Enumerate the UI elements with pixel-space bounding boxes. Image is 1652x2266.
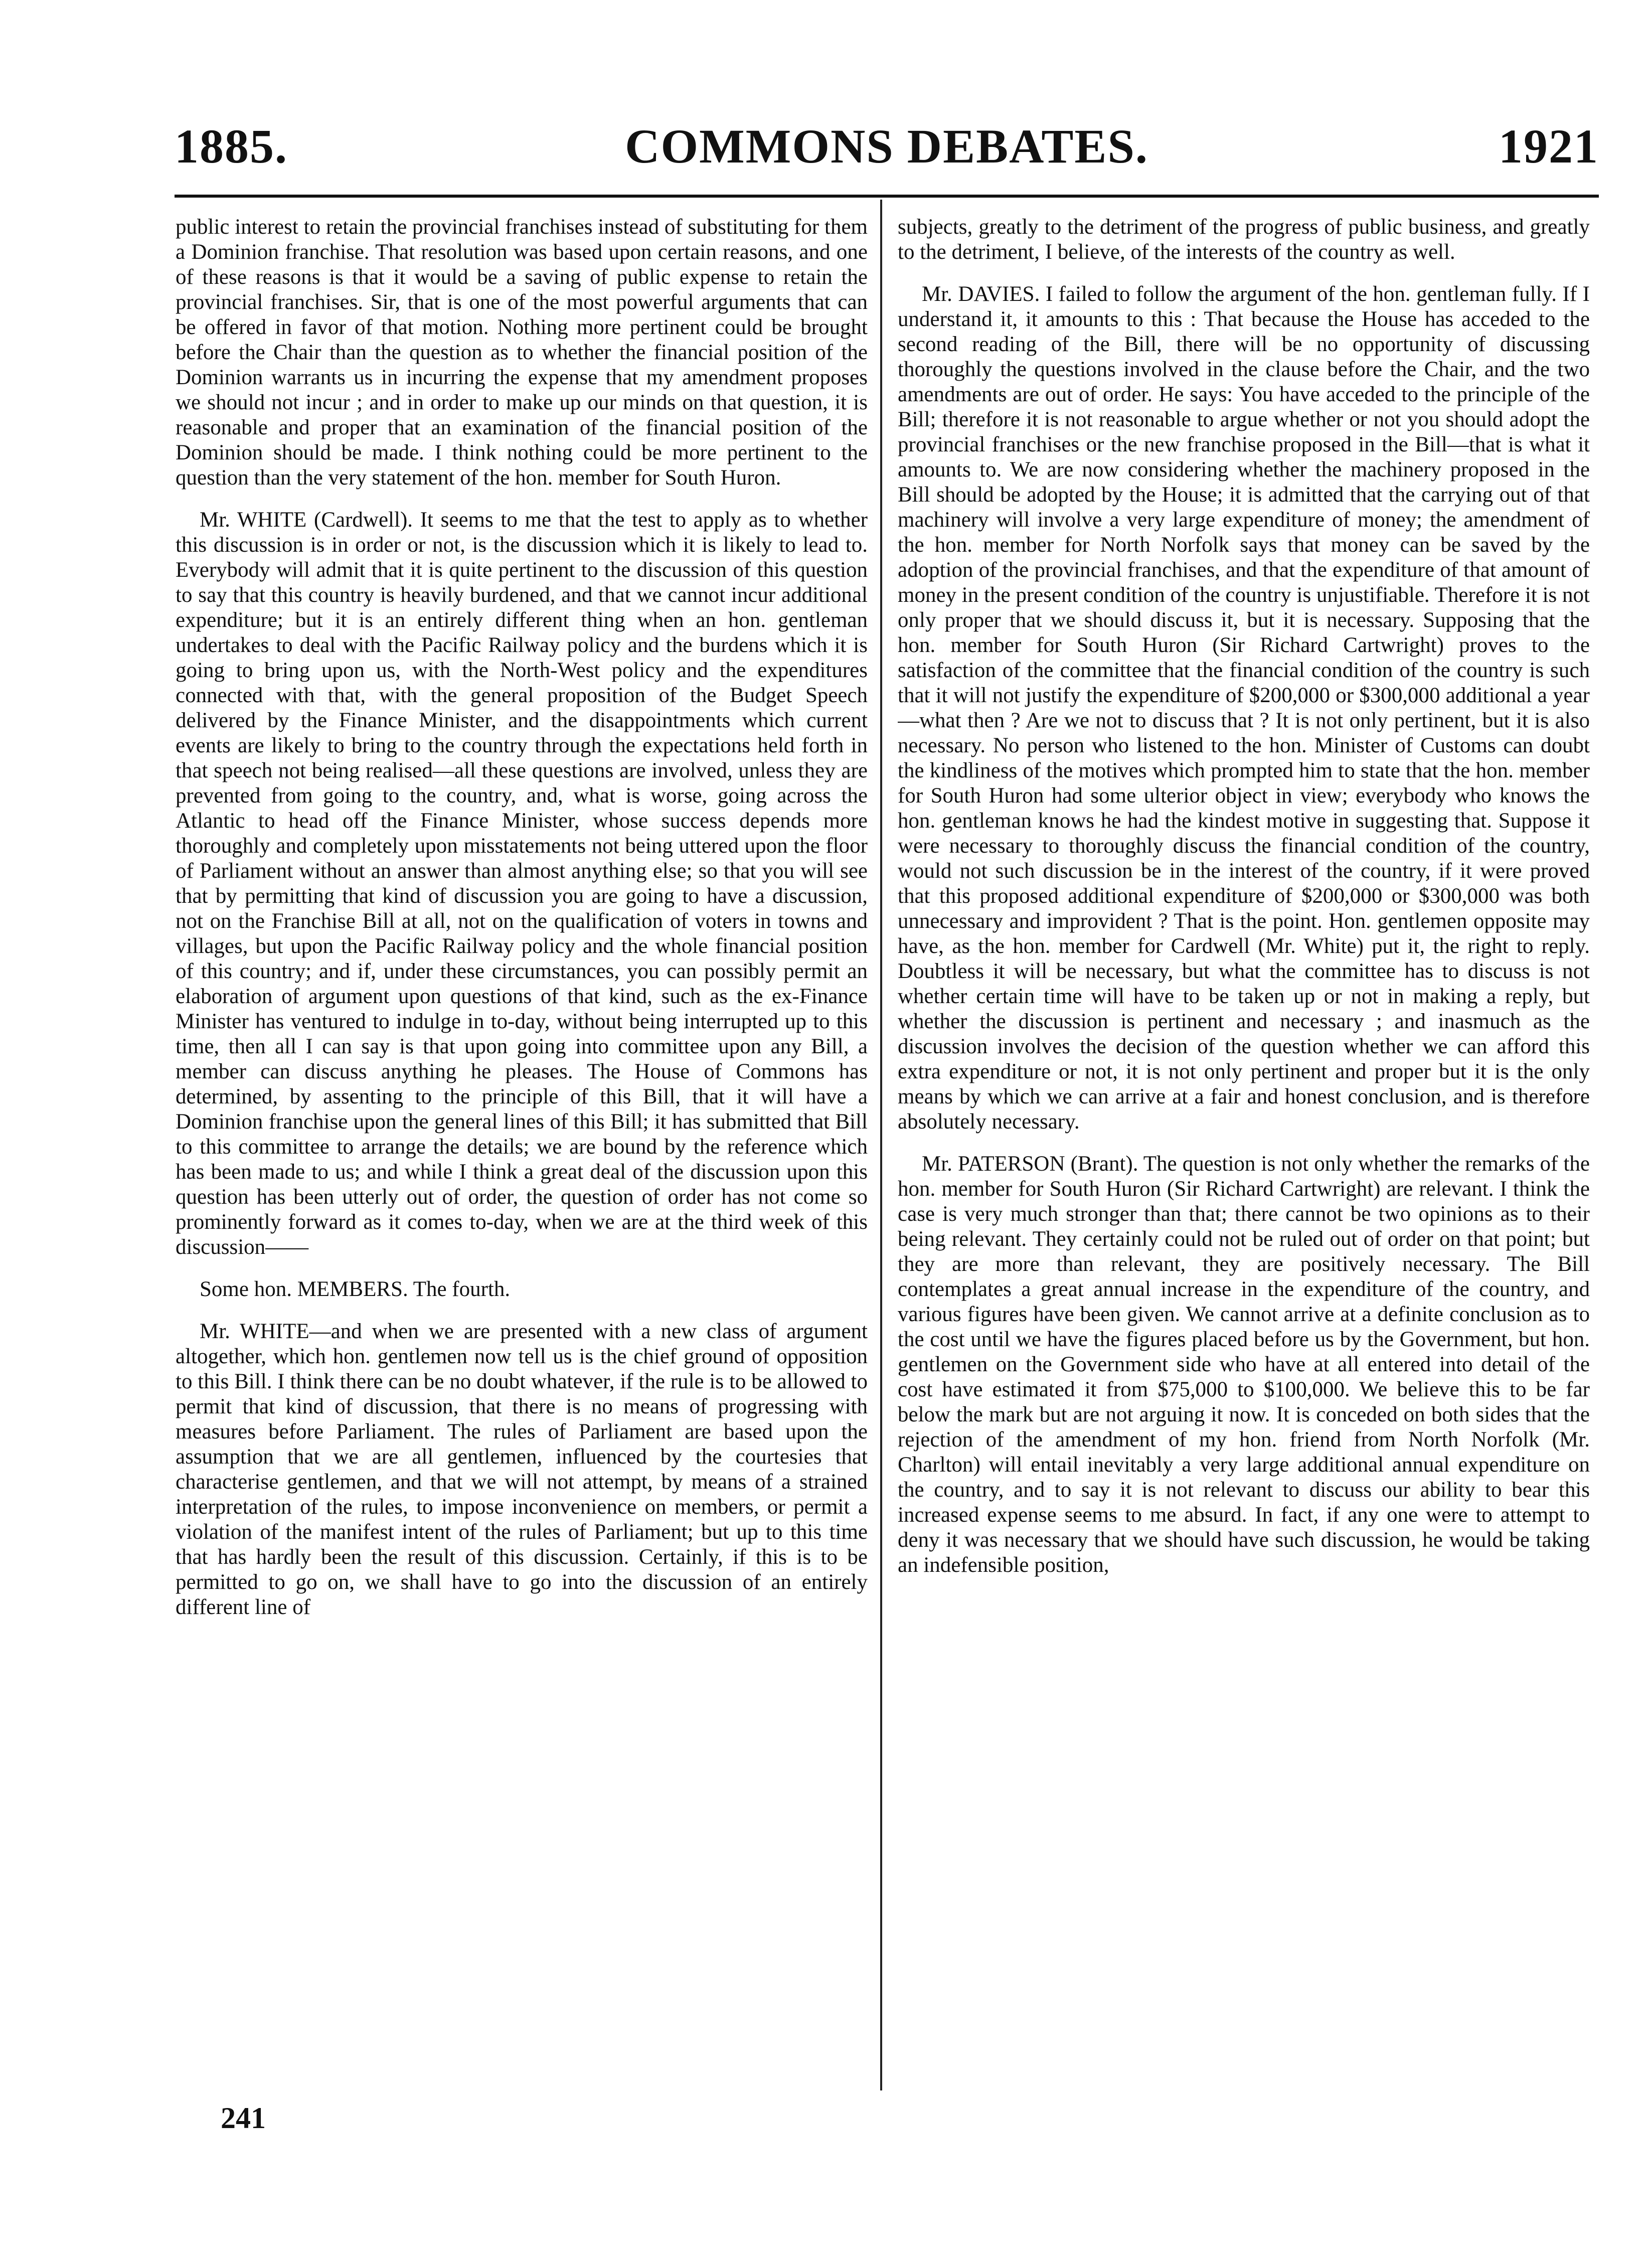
left-paragraph-3: Some hon. MEMBERS. The fourth. — [200, 1277, 511, 1301]
left-paragraph-1: public interest to retain the provincial franchises instead of substituting for them a Dominion franchise. That resolution was based upon certain reasons, and one of these reasons is that it would be a saving of public expense to retain the provincial franchises. Sir, that is one of the most powerful arguments that can be offered in favor of that motion. Nothing more pertinent could be brought before the Chair than the question as to whether the financial position of the Dominion warrants us in incurring the expense that my amendment proposes we should not incur ; and in order to make up our minds on that question, it is reasonable and proper that an examination of the financial position of the Dominion should be made. I think nothing could be more pertinent to the question than the very statement of the hon. member for South Huron. — [176, 215, 868, 490]
header-rule — [175, 195, 1599, 198]
column-divider — [880, 200, 882, 2090]
signature-mark: 241 — [221, 2101, 266, 2135]
header-page-number: 1921 — [1499, 119, 1599, 173]
page-header — [175, 116, 1599, 187]
right-paragraph-2: Mr. DAVIES. I failed to follow the argument of the hon. gentleman fully. If I understand it, it amounts to this : That because the House has acceded to the second reading of the Bill, there will be no opportunity of discussing thoroughly the questions involved in the clause before the Chair, and the two amendments are out of order. He says: You have acceded to the principle of the Bill; therefore it is not reasonable to argue whether or not you should adopt the provincial franchises or the new franchise proposed in the Bill—that is what it amounts to. We are now considering whether the machinery proposed in the Bill should be adopted by the House; it is admitted that the carrying out of that machinery will involve a very large expenditure of money; the amendment of the hon. member for North Norfolk says that money can be saved by the adoption of the provincial franchises, and that the expenditure of that amount of money in the present condition of the country is unjustifiable. Therefore it is not only proper that we should discuss it, but it is necessary. Supposing that the hon. member for South Huron (Sir Richard Cartwright) proves to the satisfaction of the committee that the financial condition of the country is such that it will not justify the expenditure of $200,000 or $300,000 additional a year—what then ? Are we not to discuss that ? It is not only pertinent, but it is also necessary. No person who listened to the hon. Minister of Customs can doubt the kindliness of the motives which prompted him to state that the hon. member for South Huron had some ulterior object in view; everybody who knows the hon. gentleman knows he had the kindest motive in suggesting that. Suppose it were necessary to thoroughly discuss the financial condition of the country, would not such discussion be in the interest of the country, if it were proved that this proposed additional expenditure of $200,000 or $300,000 was both unnecessary and improvident ? That is the point. Hon. gentlemen opposite may have, as the hon. member for Cardwell (Mr. White) put it, the right to reply. Doubtless it will be necessary, but what the committee has to discuss is not whether certain time will have to be taken up or not in making a reply, but whether the discussion is pertinent and necessary ; and inasmuch as the discussion involves the decision of the question whether we can afford this extra expenditure or not, it is not only pertinent and proper but it is the only means by which we can arrive at a fair and honest conclusion, and is therefore absolutely necessary. — [898, 282, 1590, 1134]
header-year: 1885. — [175, 119, 288, 173]
left-paragraph-4: Mr. WHITE—and when we are presented with a new class of argument altogether, which hon. gentlemen now tell us is the chief ground of opposition to this Bill. I think there can be no doubt whatever, if the rule is to be allowed to permit that kind of discussion, that there is no means of progressing with measures before Parliament. The rules of Parliament are based upon the assumption that we are all gentlemen, influenced by the courtesies that characterise gentlemen, and that we will not attempt, by means of a strained interpretation of the rules, to impose inconvenience on members, or permit a violation of the manifest intent of the rules of Parliament; but up to this time that has hardly been the result of this discussion. Certainly, if this is to be permitted to go on, we shall have to go into the discussion of an entirely different line of — [176, 1320, 868, 1619]
left-paragraph-2: Mr. WHITE (Cardwell). It seems to me that the test to apply as to whether this discussion is in order or not, is the discussion which it is likely to lead to. Everybody will admit that it is quite pertinent to the discussion of this question to say that this country is heavily burdened, and that we cannot incur additional expenditure; but it is an entirely different thing when an hon. gentleman undertakes to deal with the Pacific Railway policy and the burdens which it is going to bring upon us, with the North-West policy and the expenditures connected with that, with the general proposition of the Budget Speech delivered by the Finance Minister, and the disappointments which current events are likely to bring to the country through the expectations held forth in that speech not being realised—all these questions are involved, unless they are prevented from going to the country, and, what is worse, going across the Atlantic to head off the Finance Minister, whose success depends more thoroughly and completely upon misstatements not being uttered upon the floor of Parliament without an answer than almost anything else; so that you will see that by permitting that kind of discussion you are going to have a discussion, not on the Franchise Bill at all, not on the qualification of voters in towns and villages, but upon the Pacific Railway policy and the whole financial position of this country; and if, under these circumstances, you can possibly permit an elaboration of argument upon questions of that kind, such as the ex-Finance Minister has ventured to indulge in to-day, without being interrupted up to this time, then all I can say is that upon going into committee upon any Bill, a member can discuss anything he pleases. The House of Commons has determined, by assenting to the principle of this Bill, that it will have a Dominion franchise upon the general lines of this Bill; it has submitted that Bill to this committee to arrange the details; we are bound by the reference which has been made to us; and while I think a great deal of the discussion upon this question has been utterly out of order, the question of order has not come so prominently forward as it comes to-day, when we are at the third week of this discussion—— — [176, 508, 868, 1259]
right-column — [898, 215, 1590, 2080]
left-column — [176, 215, 868, 2080]
header-title: COMMONS DEBATES. — [625, 119, 1148, 173]
right-paragraph-1: subjects, greatly to the detriment of the progress of public business, and greatly to the detriment, I believe, of the interests of the country as well. — [898, 215, 1590, 264]
right-paragraph-3: Mr. PATERSON (Brant). The question is not only whether the remarks of the hon. member for South Huron (Sir Richard Cartwright) are relevant. I think the case is very much stronger than that; there cannot be two opinions as to their being relevant. They certainly could not be ruled out of order on that point; but they are more than relevant, they are positively necessary. The Bill contemplates a great annual increase in the expenditure of the country, and various figures have been given. We cannot arrive at a definite conclusion as to the cost until we have the figures placed before us by the Government, but hon. gentlemen on the Government side who have at all entered into detail of the cost have estimated it from $75,000 to $100,000. We believe this to be far below the mark but are not arguing it now. It is conceded on both sides that the rejection of the amendment of my hon. friend from North Norfolk (Mr. Charlton) will entail inevitably a very large additional annual expenditure on the country, and to say it is not relevant to discuss our ability to bear this increased expense seems to me absurd. In fact, if any one were to attempt to deny it was necessary that we should have such discussion, he would be taking an indefensible position, — [898, 1152, 1590, 1577]
